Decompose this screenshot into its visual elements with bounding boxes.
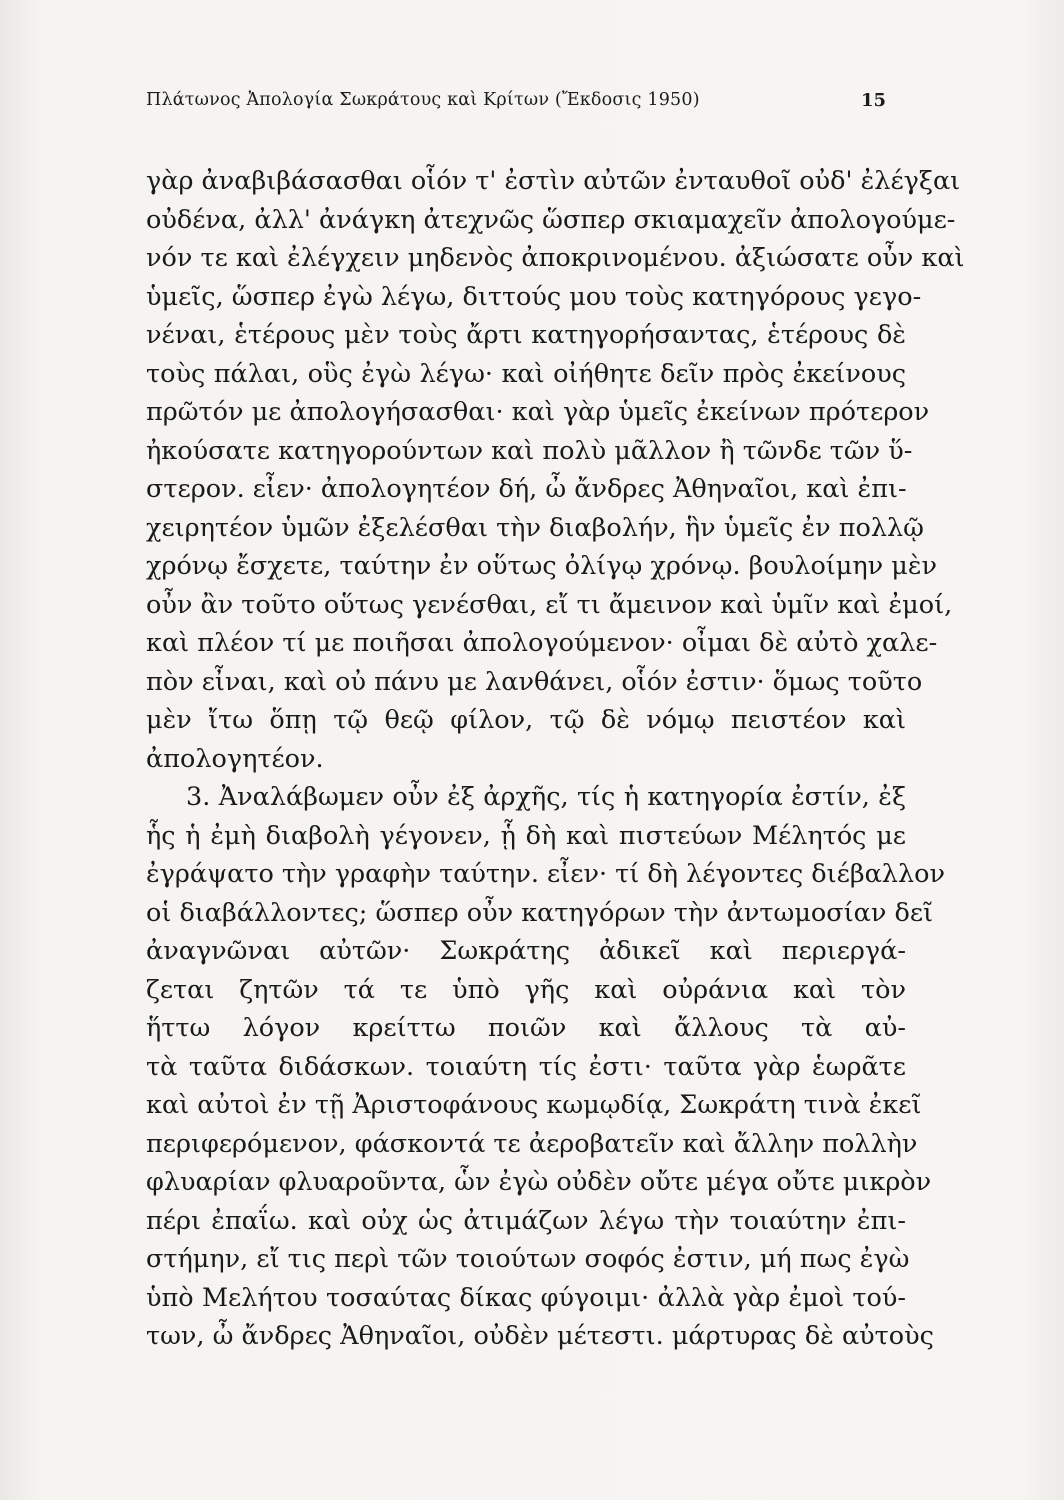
text-line: πὸν εἶναι, καὶ οὐ πάνυ με λανθάνει, οἷόν ἐστιν· ὅμως τοῦτο	[146, 666, 923, 697]
text-line: ὑπὸ Μελήτου τοσαύτας δίκας φύγοιμι· ἀλλὰ γὰρ ἐμοὶ τού-	[146, 1282, 906, 1313]
text-line: τὰ ταῦτα διδάσκων. τοιαύτη τίς ἐστι· ταῦτα γὰρ ἑωρᾶτε	[146, 1051, 906, 1082]
page-number: 15	[860, 90, 886, 111]
text-line: χειρητέον ὑμῶν ἐξελέσθαι τὴν διαβολήν, ἣν ὑμεῖς ἐν πολλῷ	[146, 512, 924, 543]
text-line: ἀπολογητέον.	[146, 743, 324, 774]
text-line: μὲν ἴτω ὅπῃ τῷ θεῷ φίλον, τῷ δὲ νόμῳ πειστέον καὶ	[146, 705, 906, 735]
text-line: ἧς ἡ ἐμὴ διαβολὴ γέγονεν, ᾗ δὴ καὶ πιστεύων Μέλητός με	[146, 820, 906, 851]
text-line: ἐγράψατο τὴν γραφὴν ταύτην. εἶεν· τί δὴ λέγοντες διέβαλλον	[146, 859, 945, 889]
text-line: στήμην, εἴ τις περὶ τῶν τοιούτων σοφός ἐστιν, μή πως ἐγὼ	[146, 1244, 910, 1274]
text-line: πέρι ἐπαΐω. καὶ οὐχ ὡς ἀτιμάζων λέγω τὴν τοιαύτην ἐπι-	[146, 1205, 906, 1236]
text-line: ἀναγνῶναι αὐτῶν· Σωκράτης ἀδικεῖ καὶ περιεργά-	[146, 936, 906, 966]
text-line: περιφερόμενον, φάσκοντά τε ἀεροβατεῖν καὶ ἄλλην πολλὴν	[146, 1128, 918, 1159]
text-line: τοὺς πάλαι, οὓς ἐγὼ λέγω· καὶ οἰήθητε δεῖν πρὸς ἐκείνους	[146, 358, 906, 389]
body-text	[146, 162, 965, 1356]
text-line: ἠκούσατε κατηγορούντων καὶ πολὺ μᾶλλον ἢ τῶνδε τῶν ὕ-	[146, 435, 913, 466]
text-line: νόν τε καὶ ἐλέγχειν μηδενὸς ἀποκρινομένου. ἀξιώσατε οὖν καὶ	[146, 243, 965, 273]
text-line: στερον. εἶεν· ἀπολογητέον δή, ὦ ἄνδρες Ἀθηναῖοι, καὶ ἐπι-	[146, 474, 907, 504]
text-line: φλυαρίαν φλυαροῦντα, ὧν ἐγὼ οὐδὲν οὔτε μέγα οὔτε μικρὸν	[146, 1167, 932, 1197]
text-line: χρόνῳ ἔσχετε, ταύτην ἐν οὕτως ὀλίγῳ χρόνῳ. βουλοίμην μὲν	[146, 551, 938, 581]
text-line: καὶ πλέον τί με ποιῆσαι ἀπολογούμενον· οἶμαι δὲ αὐτὸ χαλε-	[146, 628, 938, 658]
text-line: γὰρ ἀναβιβάσασθαι οἷόν τ' ἐστὶν αὐτῶν ἐνταυθοῖ οὐδ' ἐλέγξαι	[146, 166, 961, 196]
section-start-line: 3. Ἀναλάβωμεν οὖν ἐξ ἀρχῆς, τίς ἡ κατηγορία ἐστίν, ἐξ	[186, 782, 906, 812]
text-line: οὐδένα, ἀλλ' ἀνάγκη ἀτεχνῶς ὥσπερ σκιαμαχεῖν ἀπολογούμε-	[146, 204, 956, 235]
text-line: ἥττω λόγον κρείττω ποιῶν καὶ ἄλλους τὰ αὐ-	[146, 1013, 906, 1043]
text-line: νέναι, ἑτέρους μὲν τοὺς ἄρτι κατηγορήσαντας, ἑτέρους δὲ	[146, 320, 906, 350]
page-header	[146, 90, 886, 120]
text-line: οὖν ἂν τοῦτο οὕτως γενέσθαι, εἴ τι ἄμεινον καὶ ὑμῖν καὶ ἐμοί,	[146, 589, 953, 620]
text-line: ζεται ζητῶν τά τε ὑπὸ γῆς καὶ οὐράνια καὶ τὸν	[146, 974, 906, 1005]
text-line: καὶ αὐτοὶ ἐν τῇ Ἀριστοφάνους κωμῳδίᾳ, Σωκράτη τινὰ ἐκεῖ	[146, 1090, 922, 1120]
text-line: ὑμεῖς, ὥσπερ ἐγὼ λέγω, διττούς μου τοὺς κατηγόρους γεγο-	[146, 281, 922, 312]
text-line: οἱ διαβάλλοντες; ὥσπερ οὖν κατηγόρων τὴν ἀντωμοσίαν δεῖ	[146, 897, 934, 928]
text-line: πρῶτόν με ἀπολογήσασθαι· καὶ γὰρ ὑμεῖς ἐκείνων πρότερον	[146, 397, 930, 427]
text-line: των, ὦ ἄνδρες Ἀθηναῖοι, οὐδὲν μέτεστι. μάρτυρας δὲ αὐτοὺς	[146, 1321, 934, 1351]
running-title: Πλάτωνος Ἀπολογία Σωκράτους καὶ Κρίτων (Ἔκδοσις 1950)	[146, 90, 700, 110]
